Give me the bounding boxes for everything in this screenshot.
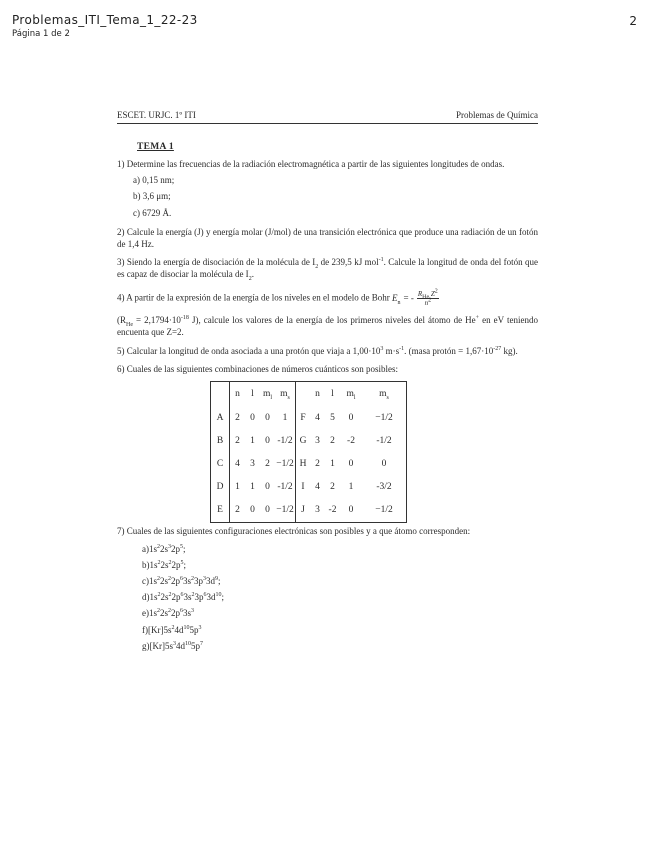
section-title: TEMA 1 bbox=[137, 141, 174, 152]
config-item: $e)1s^22s^22p^63s^3$ bbox=[142, 608, 195, 619]
config-item: $f)[Kr]5s^24d^{10}5p^3$ bbox=[142, 624, 202, 635]
table-header-cell: $m_s$ bbox=[379, 388, 389, 401]
question-1: 1) Determine las frecuencias de la radiación electromagnética a partir de las siguientes longitudes de ondas. bbox=[117, 159, 505, 169]
question-6: 6) Cuales de las siguientes combinaciones de números cuánticos son posibles: bbox=[117, 363, 398, 374]
header-right: Problemas de Química bbox=[456, 110, 538, 120]
question-7: 7) Cuales de las siguientes configuraciones electrónicas son posibles y a que átomo corresponden: bbox=[117, 526, 471, 536]
table-row: E 2 0 0 −1/2 J 3 -2 0 −1/2 bbox=[211, 499, 407, 523]
table-row: A 2 0 0 1 F 4 5 0 −1/2 bbox=[211, 407, 407, 430]
config-item: $g)[Kr]5s^34d^{10}5p^7$ bbox=[142, 640, 203, 651]
configurations-list bbox=[142, 541, 538, 654]
table-header-cell: l bbox=[331, 388, 334, 399]
header-left: ESCET. URJC. 1º ITI bbox=[117, 110, 196, 120]
table-header-cell: n bbox=[235, 388, 240, 399]
config-item: $b)1s^22s^22p^5$; bbox=[142, 559, 187, 570]
table-header-cell: $m_s$ bbox=[275, 382, 296, 408]
page-number: 2 bbox=[629, 14, 637, 28]
question-3: 3) Siendo la energía de disociación de la molécula de $I_2$ de 239,5 kJ mol$^{-1}$. Calcule la longitud de onda del fotón que es capaz de disociar la molécula de $I_2$. bbox=[117, 257, 538, 282]
table-row: D 1 1 0 -1/2 I 4 2 1 -3/2 bbox=[211, 476, 407, 499]
q1-item-c: c) 6729 Å. bbox=[133, 207, 172, 218]
viewer-header bbox=[12, 13, 198, 39]
quantum-numbers-table bbox=[210, 381, 407, 523]
file-title: Problemas_ITI_Tema_1_22-23 bbox=[12, 13, 198, 27]
document-header bbox=[117, 110, 538, 124]
bohr-fraction: $\frac{R_{He} Z^2}{n^2}$ bbox=[417, 288, 438, 307]
table-header-row bbox=[211, 382, 407, 408]
table-row: B 2 1 0 -1/2 G 3 2 -2 -1/2 bbox=[211, 430, 407, 453]
page-info: Página 1 de 2 bbox=[12, 29, 70, 39]
question-2: 2) Calcule la energía (J) y energía molar (J/mol) de una transición electrónica que produce una radiación de un fotón de 1,4 Hz. bbox=[117, 227, 538, 249]
table-header-cell: l bbox=[251, 388, 254, 399]
table-header-cell: n bbox=[315, 388, 320, 399]
table-header-cell: $m_l$ bbox=[262, 388, 273, 401]
table-header-cell: $m_l$ bbox=[346, 388, 356, 401]
config-item: $c)1s^22s^22p^63s^23p^33d^9$; bbox=[142, 575, 221, 586]
config-item: $d)1s^22s^22p^63s^23p^63d^{10}$; bbox=[142, 592, 225, 603]
q1-item-b: b) 3,6 μm; bbox=[133, 191, 171, 201]
question-4-continued: ($R_{He} = 2,1794\cdot 10^{-18}$ J), calcule los valores de la energía de los primeros niveles del átomo de He+ en eV teniendo encuenta que Z=2. bbox=[117, 315, 538, 337]
q1-item-a: a) 0,15 nm; bbox=[133, 174, 175, 185]
config-item: $a)1s^22s^32p^5$; bbox=[142, 543, 186, 554]
document-page bbox=[117, 110, 538, 654]
bohr-formula: $E_n$ = - $\frac{R_{He} Z^2}{n^2}$ bbox=[392, 288, 438, 307]
table-row: C 4 3 2 −1/2 H 2 1 0 0 bbox=[211, 453, 407, 476]
question-4: 4) A partir de la expresión de la energía de los niveles en el modelo de Bohr $E_n$ = - $\frac{R_{He} Z^2}{n^2}$ bbox=[117, 288, 438, 307]
question-5: 5) Calcular la longitud de onda asociada a una protón que viaja a $1,00\cdot 10^3$ $m\cdot s^{-1}$. (masa protón = $1,67\cdot 10^{-27}$ kg). bbox=[117, 346, 518, 356]
